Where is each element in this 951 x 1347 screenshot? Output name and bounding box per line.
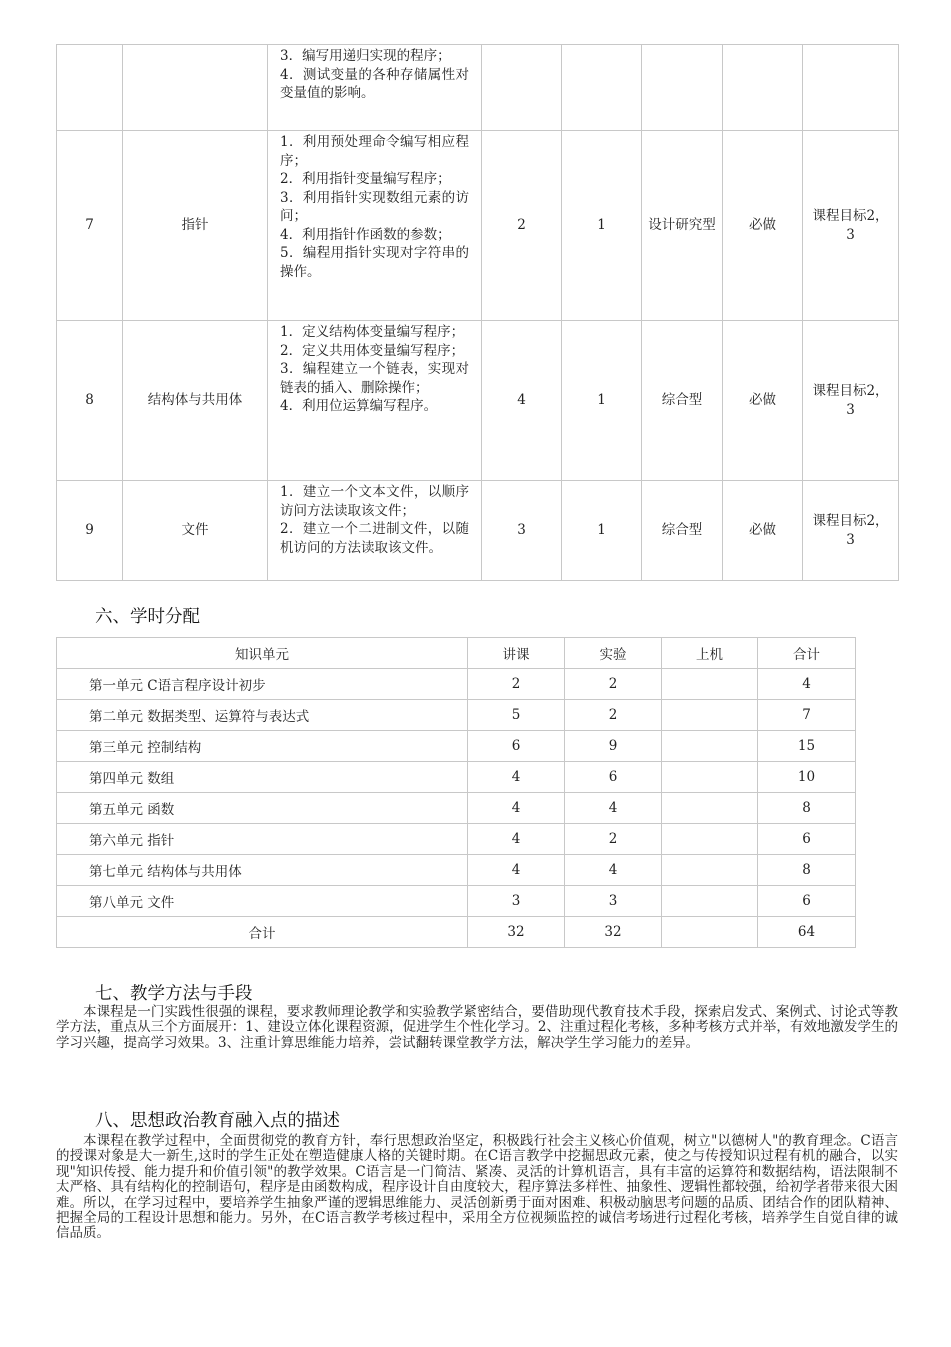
hours-value-cell: 5 [468,700,565,731]
experiment-type [642,45,723,131]
experiment-hours: 4 [482,321,562,481]
content-line: 4．利用指针作函数的参数； [280,226,451,243]
experiment-group-size: 1 [562,321,642,481]
content-line: 3．编写用递归实现的程序； [280,48,451,64]
experiment-number: 8 [57,321,123,481]
experiment-name: 文件 [123,481,268,581]
hours-value-cell: 4 [468,762,565,793]
hours-value-cell: 4 [565,855,662,886]
experiment-group-size: 1 [562,131,642,321]
content-line: 2．建立一个二进制文件，以随机访问的方法读取该文件。 [280,521,469,556]
section6-heading: 六、学时分配 [95,607,200,627]
unit-name-cell: 第三单元 控制结构 [57,731,468,762]
experiment-number: 7 [57,131,123,321]
hours-value-cell: 6 [758,824,856,855]
header-cell: 知识单元 [57,638,468,669]
content-line: 3．编程建立一个链表，实现对链表的插入、删除操作； [280,361,469,396]
experiment-group-size [562,45,642,131]
hours-value-cell: 15 [758,731,856,762]
experiment-number [57,45,123,131]
experiment-requirement [723,45,803,131]
hours-row [57,793,856,824]
total-cell: 32 [468,917,565,948]
section8-paragraph: 本课程在教学过程中，全面贯彻党的教育方针，奉行思想政治坚定，积极践行社会主义核心价值观，树立"以德树人"的教育理念。C语言的授课对象是大一新生,这时的学生正处在塑造健康人格的关键时期。在C语言教学中挖掘思政元素，使之与传授知识过程有机的融合，以实现"知识传授、能力提升和价值引领"的教学效果。C语言是一门简洁、紧凑、灵活的计算机语言，具有丰富的运算符和数据结构，语法限制不太严格、具有结构化的控制语句，程序是由函数构成，程序设计自由度较大，程序算法多样性、抽象性、逻辑性都较强，给初学者带来很大困难。所以，在学习过程中，要培养学生抽象严谨的逻辑思维能力、灵活创新勇于面对困难、积极动脑思考问题的品质、团结合作的团队精神、把握全局的工程设计思想和能力。另外，在C语言教学考核过程中，采用全方位视频监控的诚信考场进行过程化考核，培养学生自觉自律的诚信品质。 [56,1133,898,1242]
experiment-goal [803,45,899,131]
hours-value-cell: 2 [468,669,565,700]
content-line: 4．测试变量的各种存储属性对变量值的影响。 [280,66,469,101]
hours-row [57,731,856,762]
experiment-row [57,321,899,481]
unit-name-cell: 第八单元 文件 [57,886,468,917]
header-cell: 合计 [758,638,856,669]
content-line: 3．利用指针实现数组元素的访问； [280,189,469,224]
section8-heading: 八、思想政治教育融入点的描述 [95,1111,340,1131]
experiment-table [56,44,899,581]
hours-value-cell [662,886,758,917]
hours-value-cell [662,824,758,855]
hours-value-cell: 4 [468,824,565,855]
hours-value-cell: 3 [468,886,565,917]
total-cell: 64 [758,917,856,948]
hours-value-cell [662,855,758,886]
unit-name-cell: 第四单元 数组 [57,762,468,793]
hours-value-cell: 4 [468,855,565,886]
experiment-group-size: 1 [562,481,642,581]
hours-value-cell [662,700,758,731]
content-line: 2．定义共用体变量编写程序； [280,342,465,359]
unit-name-cell: 第一单元 C语言程序设计初步 [57,669,468,700]
experiment-row [57,481,899,581]
hours-value-cell: 8 [758,855,856,886]
experiment-goal: 课程目标2，3 [803,481,899,581]
experiment-content [268,45,482,131]
experiment-requirement: 必做 [723,481,803,581]
hours-value-cell: 2 [565,669,662,700]
experiment-row [57,131,899,321]
hours-value-cell [662,731,758,762]
experiment-type: 设计研究型 [642,131,723,321]
hours-value-cell: 8 [758,793,856,824]
experiment-type: 综合型 [642,321,723,481]
experiment-requirement: 必做 [723,321,803,481]
experiment-hours: 2 [482,131,562,321]
hours-row [57,886,856,917]
section7-heading: 七、教学方法与手段 [95,984,253,1004]
experiment-hours: 3 [482,481,562,581]
hours-table [56,637,856,948]
experiment-goal: 课程目标2，3 [803,321,899,481]
unit-name-cell: 第五单元 函数 [57,793,468,824]
hours-value-cell: 10 [758,762,856,793]
hours-row [57,824,856,855]
hours-row [57,669,856,700]
hours-value-cell: 2 [565,824,662,855]
total-cell: 32 [565,917,662,948]
hours-value-cell: 4 [468,793,565,824]
hours-value-cell: 6 [565,762,662,793]
experiment-requirement: 必做 [723,131,803,321]
total-cell: 合计 [57,917,468,948]
content-line: 4．利用位运算编写程序。 [280,398,438,414]
total-cell [662,917,758,948]
experiment-name: 结构体与共用体 [123,321,268,481]
content-line: 2．利用指针变量编写程序； [280,171,451,187]
hours-value-cell: 4 [565,793,662,824]
content-line: 5．编程用指针实现对字符串的操作。 [280,245,469,280]
content-line: 1．建立一个文本文件，以顺序访问方法读取该文件； [280,484,469,519]
experiment-type: 综合型 [642,481,723,581]
unit-name-cell: 第七单元 结构体与共用体 [57,855,468,886]
content-line: 1．利用预处理命令编写相应程序； [280,134,469,169]
unit-name-cell: 第六单元 指针 [57,824,468,855]
experiment-content [268,321,482,481]
hours-value-cell: 4 [758,669,856,700]
header-cell: 上机 [662,638,758,669]
hours-value-cell [662,669,758,700]
hours-total-row [57,917,856,948]
hours-value-cell [662,793,758,824]
experiment-hours [482,45,562,131]
hours-value-cell [662,762,758,793]
experiment-name [123,45,268,131]
header-cell: 实验 [565,638,662,669]
unit-name-cell: 第二单元 数据类型、运算符与表达式 [57,700,468,731]
hours-value-cell: 6 [758,886,856,917]
experiment-number: 9 [57,481,123,581]
header-cell: 讲课 [468,638,565,669]
experiment-name: 指针 [123,131,268,321]
content-line: 1．定义结构体变量编写程序； [280,324,465,340]
hours-value-cell: 6 [468,731,565,762]
experiment-row [57,45,899,131]
hours-value-cell: 2 [565,700,662,731]
hours-header-row [57,638,856,669]
experiment-content [268,131,482,321]
hours-value-cell: 9 [565,731,662,762]
experiment-content [268,481,482,581]
hours-row [57,762,856,793]
hours-value-cell: 7 [758,700,856,731]
hours-row [57,700,856,731]
hours-value-cell: 3 [565,886,662,917]
section7-paragraph: 本课程是一门实践性很强的课程，要求教师理论教学和实验教学紧密结合，要借助现代教育技术手段，探索启发式、案例式、讨论式等教学方法，重点从三个方面展开：1、建设立体化课程资源，促进学生个性化学习。2、注重过程化考核，多种考核方式并举，有效地激发学生的学习兴趣，提高学习效果。3、注重计算思维能力培养，尝试翻转课堂教学方法，解决学生学习能力的差异。 [56,1004,898,1051]
hours-row [57,855,856,886]
experiment-goal: 课程目标2，3 [803,131,899,321]
